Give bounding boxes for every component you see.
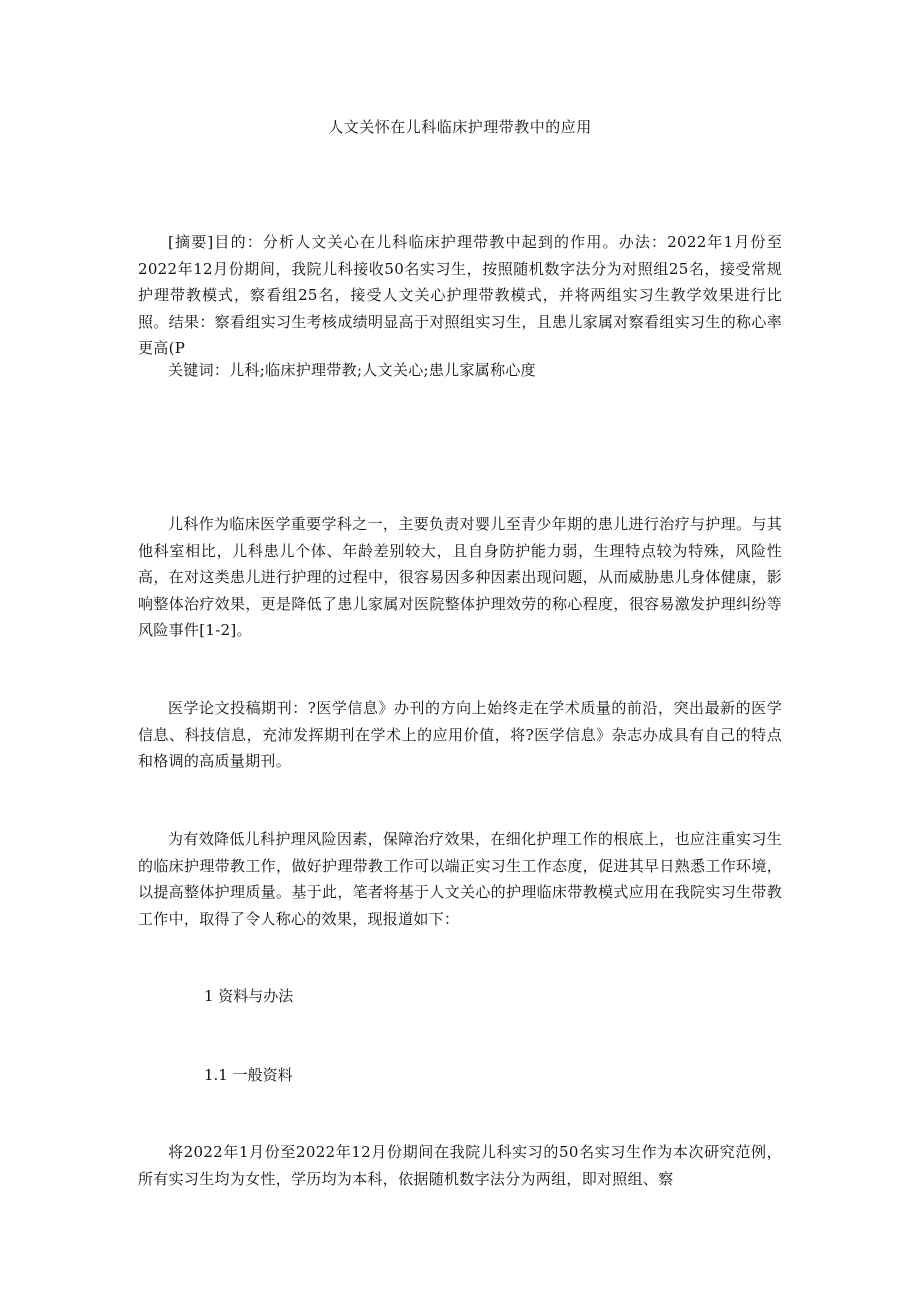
body-paragraph-journal: 医学论文投稿期刊：?医学信息》办刊的方向上始终走在学术质量的前沿，突出最新的医学信息、科技信息，充沛发挥期刊在学术上的应用价值，将?医学信息》杂志办成具有自己的特点和格调的高质量期刊。 [138,699,782,770]
abstract-paragraph: [摘要]目的：分析人文关心在儿科临床护理带教中起到的作用。办法：2022年1月份至2022年12月份期间，我院儿科接收50名实习生，按照随机数字法分为对照组25名，接受常规护理带教模式，察看组25名，接受人文关心护理带教模式，并将两组实习生教学效果进行比照。结果：察看组实习生考核成绩明显高于对照组实习生，且患儿家属对察看组实习生的称心率更高(P [138,233,782,357]
section-heading-1-1: 1.1 一般资料 [204,1066,293,1084]
keywords-line: 关键词：儿科;临床护理带教;人文关心;患儿家属称心度 [168,361,536,379]
body-paragraph-intro: 儿科作为临床医学重要学科之一，主要负责对婴儿至青少年期的患儿进行治疗与护理。与其他科室相比，儿科患儿个体、年龄差别较大，且自身防护能力弱，生理特点较为特殊，风险性高，在对这类患儿进行护理的过程中，很容易因多种因素出现问题，从而威胁患儿身体健康，影响整体治疗效果，更是降低了患儿家属对医院整体护理效劳的称心程度，很容易激发护理纠纷等风险事件[1-2]。 [138,515,782,639]
document-title: 人文关怀在儿科临床护理带教中的应用 [328,118,592,136]
section-heading-1: 1 资料与办法 [204,987,294,1005]
body-paragraph-purpose: 为有效降低儿科护理风险因素，保障治疗效果，在细化护理工作的根底上，也应注重实习生的临床护理带教工作，做好护理带教工作可以端正实习生工作态度，促进其早日熟悉工作环境，以提高整体护理质量。基于此，笔者将基于人文关心的护理临床带教模式应用在我院实习生带教工作中，取得了令人称心的效果，现报道如下： [138,830,782,928]
body-paragraph-general-info: 将2022年1月份至2022年12月份期间在我院儿科实习的50名实习生作为本次研究范例，所有实习生均为女性，学历均为本科，依据随机数字法分为两组，即对照组、察 [138,1143,782,1188]
